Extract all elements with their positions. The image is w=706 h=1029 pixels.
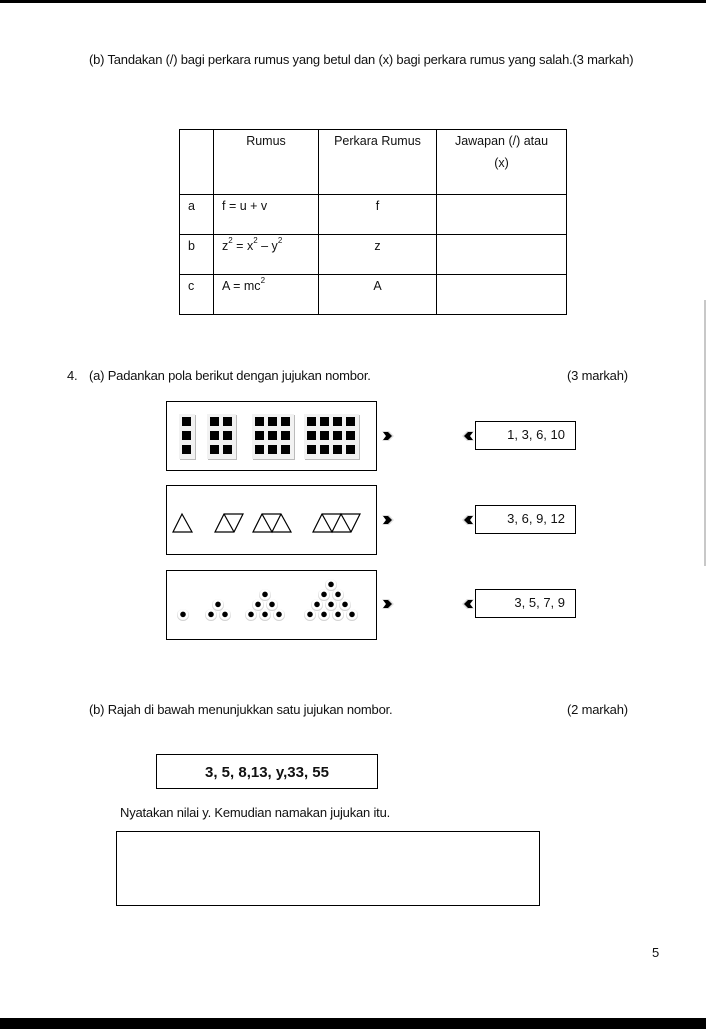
answer-cell[interactable] — [437, 195, 567, 235]
dot-shape — [177, 609, 189, 621]
row-subject: f — [319, 195, 437, 235]
q3b-instruction: (b) Tandakan (/) bagi perkara rumus yang betul dan (x) bagi perkara rumus yang salah.(3 markah) — [89, 52, 634, 67]
header-rumus: Rumus — [214, 130, 319, 195]
pattern-dots — [166, 570, 377, 640]
answer-box[interactable] — [116, 831, 540, 906]
match-arrow-left-icon[interactable] — [461, 598, 475, 610]
square-shape — [182, 431, 191, 440]
q4b-instruction: (b) Rajah di bawah menunjukkan satu jujukan nombor. — [89, 702, 393, 717]
table-row — [180, 235, 567, 275]
row-formula: $z^2 = x^2 - y^2$ — [214, 235, 319, 275]
pattern-squares — [166, 401, 377, 471]
square-shape — [333, 417, 342, 426]
square-shape — [320, 417, 329, 426]
triangle-shape — [215, 514, 243, 532]
row-label: a — [180, 195, 214, 235]
square-shape — [268, 431, 277, 440]
match-arrow-right-icon[interactable] — [381, 514, 395, 526]
triangle-shape — [253, 514, 291, 532]
q4a-marks: (3 markah) — [567, 368, 628, 383]
row-formula: f = u + v — [214, 195, 319, 235]
page-number: 5 — [652, 945, 660, 960]
formula-table — [179, 129, 567, 315]
sequence-option[interactable]: 1, 3, 6, 10 — [475, 421, 576, 450]
dot-shape — [205, 609, 217, 621]
square-shape — [255, 445, 264, 454]
square-shape — [182, 445, 191, 454]
sequence-option[interactable]: 3, 5, 7, 9 — [475, 589, 576, 618]
triangles-figure — [167, 486, 376, 554]
square-shape — [182, 417, 191, 426]
q4a-instruction: (a) Padankan pola berikut dengan jujukan nombor. — [89, 368, 371, 383]
pattern-triangles — [166, 485, 377, 555]
row-label: c — [180, 275, 214, 315]
dot-shape — [245, 609, 257, 621]
dot-shape — [273, 609, 285, 621]
answer-cell[interactable] — [437, 235, 567, 275]
square-shape — [223, 445, 232, 454]
square-shape — [281, 431, 290, 440]
square-shape — [210, 417, 219, 426]
sequence-option[interactable]: 3, 6, 9, 12 — [475, 505, 576, 534]
dot-shape — [259, 609, 271, 621]
q4b-marks: (2 markah) — [567, 702, 628, 717]
match-arrow-right-icon[interactable] — [381, 598, 395, 610]
square-shape — [333, 445, 342, 454]
header-blank — [180, 130, 214, 195]
match-arrow-left-icon[interactable] — [461, 514, 475, 526]
sequence-display: 3, 5, 8,13, y,33, 55 — [156, 754, 378, 789]
match-arrow-left-icon[interactable] — [461, 430, 475, 442]
header-perkara-rumus: Perkara Rumus — [319, 130, 437, 195]
dot-shape — [332, 609, 344, 621]
square-shape — [346, 445, 355, 454]
square-shape — [320, 445, 329, 454]
top-border — [0, 0, 706, 3]
table-row — [180, 195, 567, 235]
dot-shape — [346, 609, 358, 621]
square-shape — [255, 417, 264, 426]
triangle-shape — [313, 514, 360, 532]
square-shape — [210, 431, 219, 440]
answer-cell[interactable] — [437, 275, 567, 315]
square-shape — [223, 417, 232, 426]
dot-shape — [219, 609, 231, 621]
header-jawapan: Jawapan (/) atau (x) — [437, 130, 567, 195]
square-shape — [255, 431, 264, 440]
square-shape — [281, 445, 290, 454]
square-shape — [346, 431, 355, 440]
row-subject: z — [319, 235, 437, 275]
square-shape — [333, 431, 342, 440]
table-row — [180, 275, 567, 315]
row-subject: A — [319, 275, 437, 315]
square-shape — [320, 431, 329, 440]
square-shape — [210, 445, 219, 454]
dot-shape — [304, 609, 316, 621]
row-label: b — [180, 235, 214, 275]
square-shape — [307, 445, 316, 454]
square-shape — [307, 431, 316, 440]
q4-number: 4. — [67, 368, 78, 383]
square-shape — [223, 431, 232, 440]
match-arrow-right-icon[interactable] — [381, 430, 395, 442]
square-shape — [268, 445, 277, 454]
dot-shape — [318, 609, 330, 621]
table-header-row — [180, 130, 567, 195]
square-shape — [281, 417, 290, 426]
row-formula: $A = mc^2$ — [214, 275, 319, 315]
square-shape — [268, 417, 277, 426]
square-shape — [307, 417, 316, 426]
q4b-question: Nyatakan nilai y. Kemudian namakan jujukan itu. — [120, 805, 391, 820]
triangle-shape — [173, 514, 192, 532]
square-shape — [346, 417, 355, 426]
bottom-border — [0, 1018, 706, 1029]
